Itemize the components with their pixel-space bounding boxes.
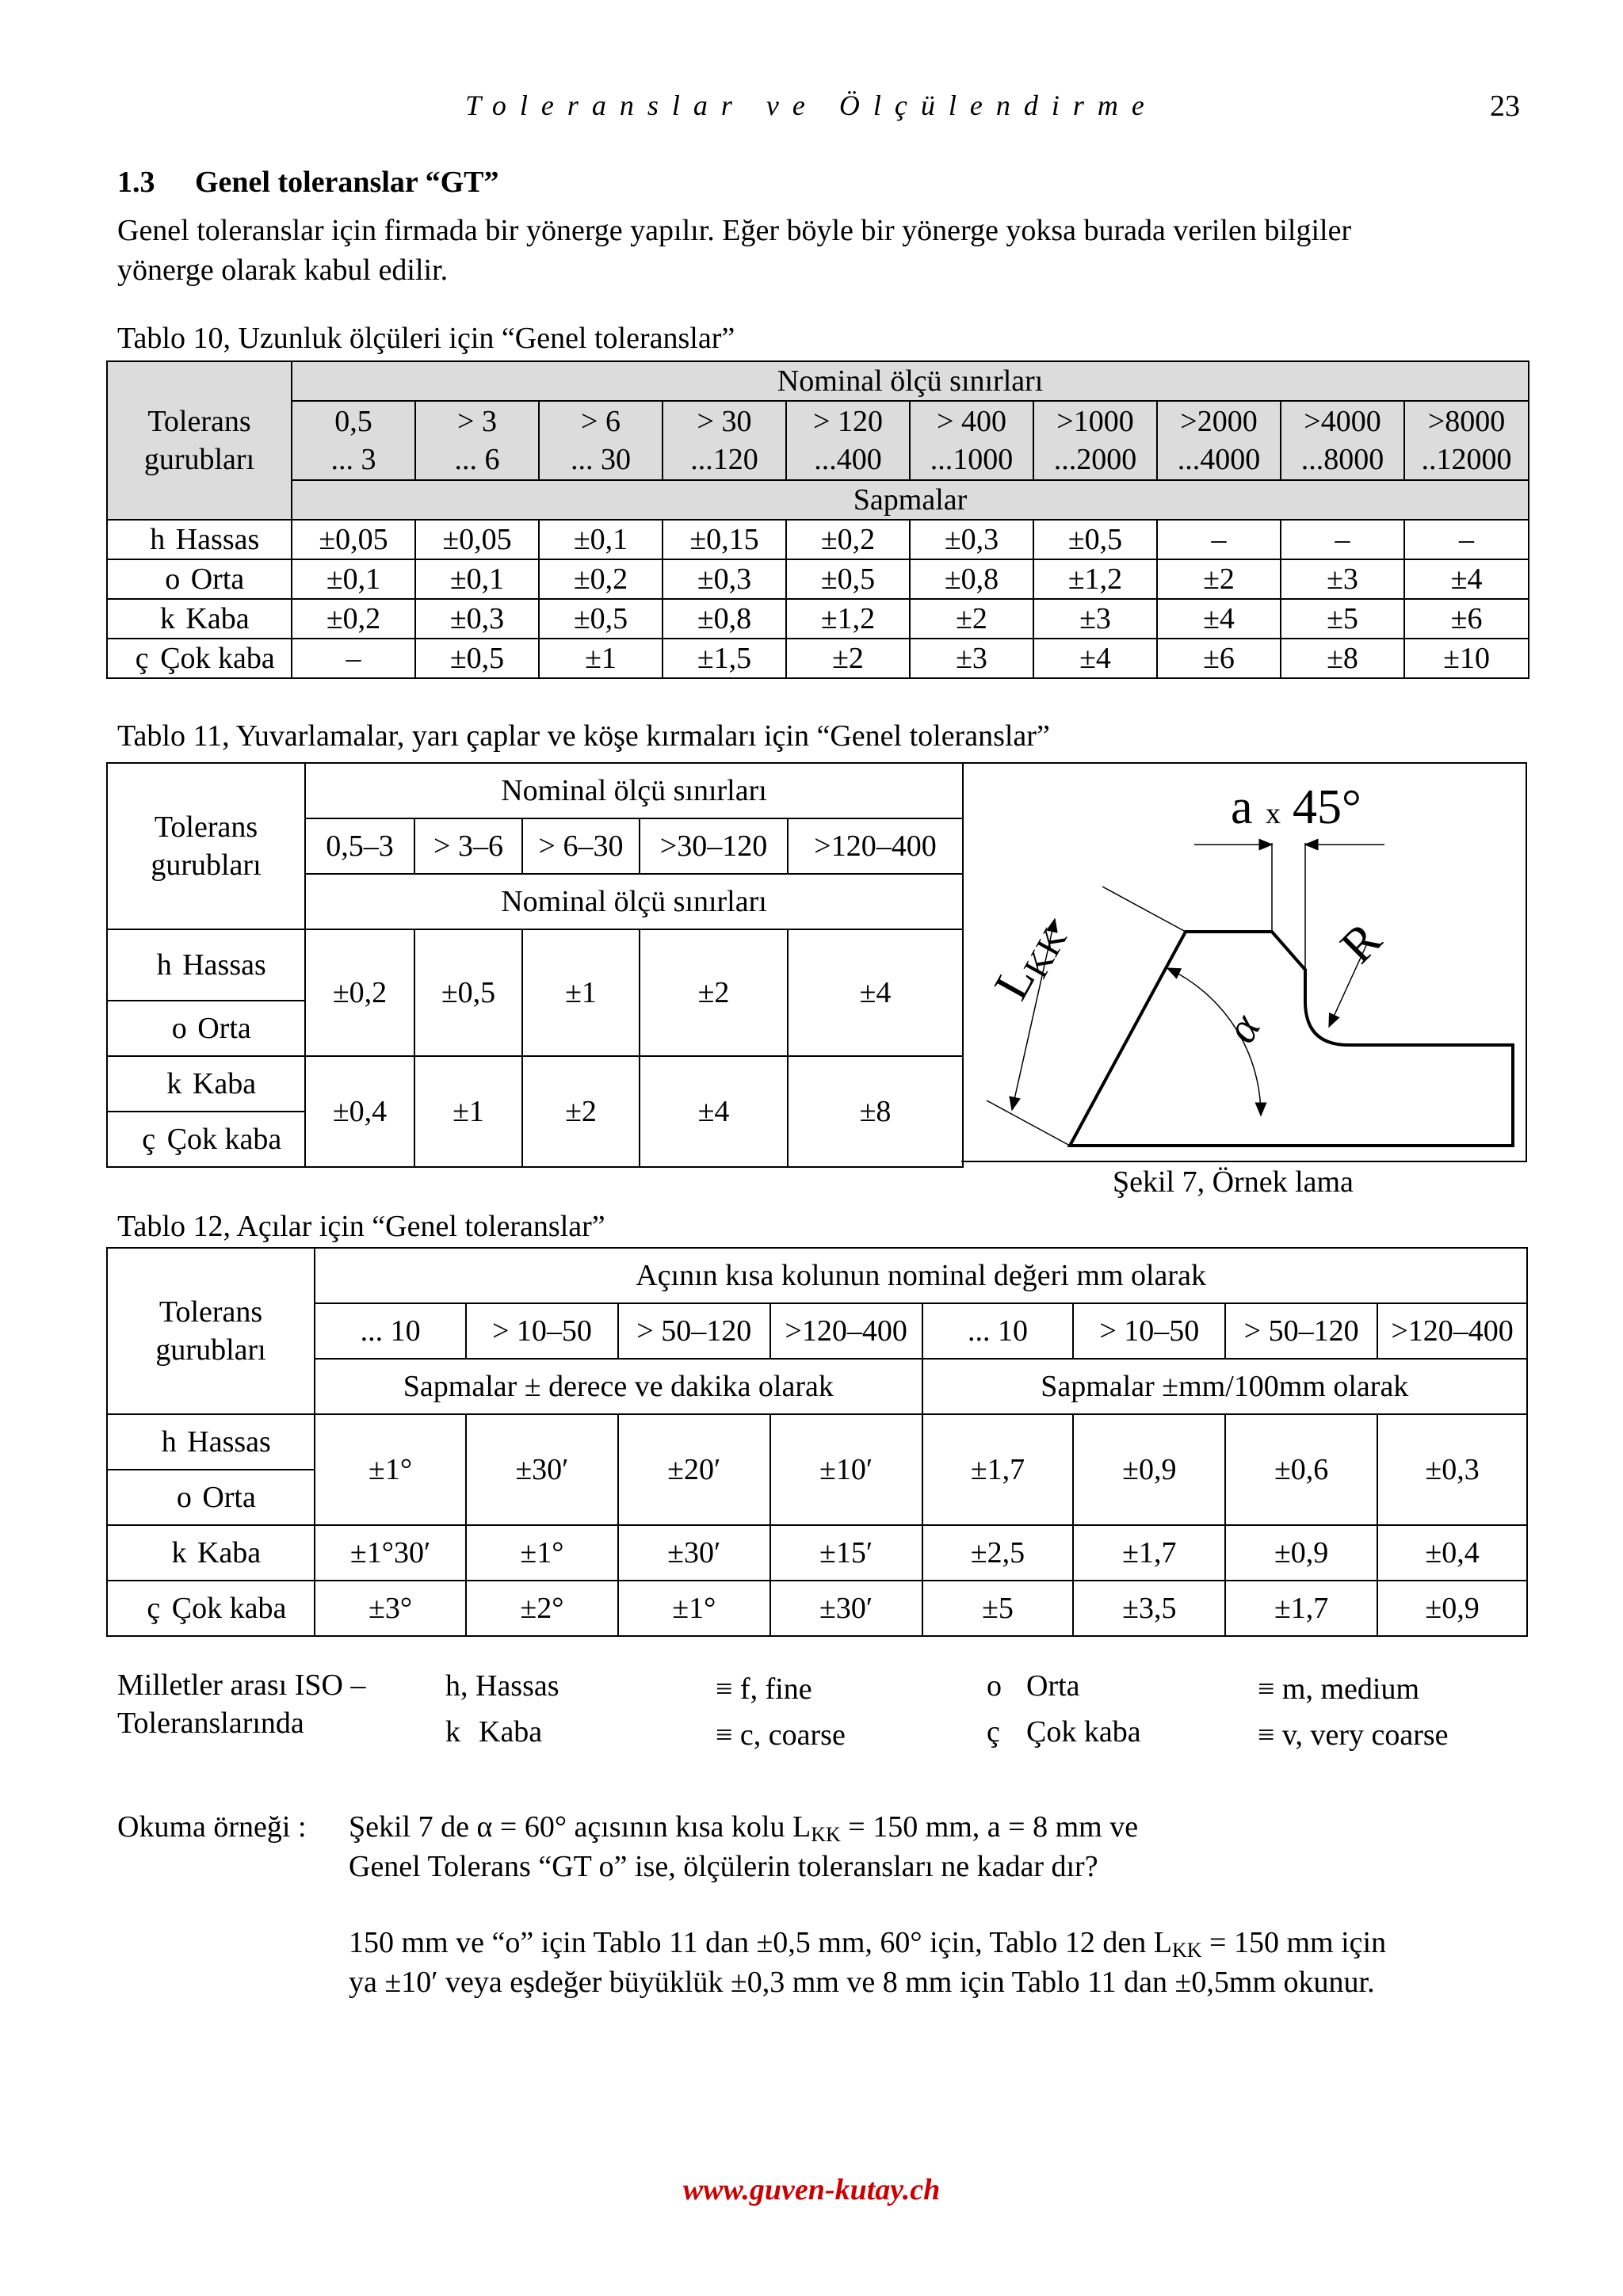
- deviation-cell: –: [292, 639, 415, 678]
- deviation-cell: ±0,2: [305, 929, 414, 1056]
- deviation-cell: –: [1281, 520, 1404, 559]
- tolerance-name: Çok kaba: [171, 1592, 287, 1625]
- deviation-cell: ±0,2: [786, 520, 910, 559]
- range-header: > 50–120: [1225, 1303, 1377, 1359]
- iso-c-name: Çok kaba: [1026, 1715, 1141, 1749]
- figure-label-R: R: [1330, 912, 1392, 974]
- range-header: [1404, 401, 1529, 480]
- tolerance-letter: k: [171, 1536, 187, 1569]
- range-header: [1157, 401, 1281, 480]
- range-header: [539, 401, 663, 480]
- table-row: [107, 639, 1529, 678]
- range-high: ...400: [814, 443, 882, 476]
- deviation-cell: ±30′: [618, 1525, 770, 1581]
- tolerance-letter: k: [166, 1067, 182, 1100]
- deviation-cell: ±0,05: [415, 520, 539, 559]
- lama-outline: [1070, 932, 1513, 1146]
- range-low: >8000: [1427, 405, 1506, 438]
- row-label: [107, 1056, 305, 1112]
- table11-caption: Tablo 11, Yuvarlamalar, yarı çaplar ve köşe kırmaları için “Genel toleranslar”: [117, 719, 1050, 753]
- table12-caption: Tablo 12, Açılar için “Genel toleranslar”: [117, 1210, 605, 1243]
- deviation-cell: ±8: [1281, 639, 1404, 678]
- intro-line: yönerge olarak kabul edilir.: [117, 254, 449, 287]
- range-high: ..12000: [1421, 443, 1512, 476]
- reading-question: [349, 1807, 1537, 1886]
- iso-label: [117, 1666, 365, 1742]
- deviation-cell: –: [1404, 520, 1529, 559]
- deviation-cell: –: [1157, 520, 1281, 559]
- iso-c-eq: ≡ v, very coarse: [1258, 1718, 1449, 1752]
- iso-h: h, Hassas: [445, 1669, 559, 1703]
- iso-o-letter: o: [987, 1669, 1002, 1703]
- group-header-line: gurubları: [151, 849, 262, 882]
- table10-caption: Tablo 10, Uzunluk ölçüleri için “Genel toleranslar”: [117, 322, 735, 355]
- iso-k: [445, 1709, 542, 1755]
- figure-label-L: L: [983, 955, 1046, 1009]
- iso-c: [987, 1709, 1141, 1755]
- deviation-cell: ±30′: [770, 1581, 922, 1636]
- section-title: Genel toleranslar “GT”: [195, 166, 499, 199]
- deviation-cell: ±0,5: [786, 559, 910, 599]
- tolerance-letter: h: [161, 1425, 177, 1459]
- reading-line: Genel Tolerans “GT o” ise, ölçülerin toleransları ne kadar dır?: [349, 1850, 1098, 1883]
- table-row: [107, 599, 1529, 639]
- table10: [106, 360, 1529, 679]
- deviation-cell: ±15′: [770, 1525, 922, 1581]
- deviation-cell: ±1: [414, 1056, 522, 1167]
- deviation-cell: ±4: [1033, 639, 1157, 678]
- deviation-cell: ±0,5: [1033, 520, 1157, 559]
- row-label: [107, 639, 292, 678]
- range-header: >120–400: [1377, 1303, 1527, 1359]
- running-header-title: Toleranslar ve Ölçülendirme: [465, 90, 1158, 121]
- range-high: ... 6: [454, 443, 500, 476]
- table12-sub-header-right: Sapmalar ±mm/100mm olarak: [922, 1359, 1527, 1414]
- range-header: >120–400: [770, 1303, 922, 1359]
- range-header: > 10–50: [466, 1303, 618, 1359]
- deviation-cell: ±0,4: [1377, 1525, 1527, 1581]
- range-header: 0,5–3: [305, 818, 414, 874]
- range-header: [663, 401, 786, 480]
- figure-label-45: 45°: [1293, 780, 1361, 834]
- tolerance-letter: ç: [147, 1592, 161, 1625]
- tolerance-letter: h: [156, 948, 172, 982]
- range-header: [910, 401, 1033, 480]
- tolerance-name: Orta: [190, 563, 245, 596]
- iso-k-eq: ≡ c, coarse: [716, 1718, 846, 1752]
- figure-label-x: x: [1266, 797, 1281, 830]
- tolerance-letter: ç: [142, 1123, 156, 1156]
- tolerance-name: Hassas: [182, 948, 266, 982]
- group-header-line: Tolerans: [154, 810, 258, 844]
- range-header: [292, 401, 415, 480]
- table-row: [107, 1056, 963, 1112]
- figure7: [961, 762, 1527, 1162]
- tolerance-letter: h: [150, 523, 166, 556]
- reading-answer: [349, 1923, 1537, 2002]
- reading-line: 150 mm ve “o” için Tablo 11 dan ±0,5 mm, 60° için, Tablo 12 den $L_{KK} = 150$ mm için: [349, 1926, 1387, 1962]
- range-high: ...120: [690, 443, 758, 476]
- range-high: ...1000: [930, 443, 1014, 476]
- deviation-cell: ±4: [1157, 599, 1281, 639]
- deviation-cell: ±2: [640, 929, 788, 1056]
- range-header: > 10–50: [1073, 1303, 1225, 1359]
- table12: [106, 1247, 1528, 1637]
- figure7-caption: Şekil 7, Örnek lama: [1113, 1165, 1354, 1199]
- range-header: > 3–6: [414, 818, 522, 874]
- deviation-cell: ±0,3: [910, 520, 1033, 559]
- range-header: [1281, 401, 1404, 480]
- tolerance-name: Hassas: [175, 523, 260, 556]
- group-header-line: Tolerans: [158, 1295, 263, 1329]
- deviation-cell: ±4: [1404, 559, 1529, 599]
- deviation-cell: ±1,2: [786, 599, 910, 639]
- range-low: >2000: [1180, 405, 1258, 438]
- deviation-cell: ±0,15: [663, 520, 786, 559]
- deviation-cell: ±1,2: [1033, 559, 1157, 599]
- deviation-cell: ±6: [1157, 639, 1281, 678]
- range-header: [1033, 401, 1157, 480]
- range-low: > 6: [581, 405, 621, 438]
- deviation-cell: ±0,4: [305, 1056, 414, 1167]
- deviation-cell: ±1°: [466, 1525, 618, 1581]
- row-label: [107, 1112, 305, 1167]
- deviation-cell: ±3: [1281, 559, 1404, 599]
- iso-o-eq: ≡ m, medium: [1258, 1672, 1420, 1706]
- range-header: ... 10: [922, 1303, 1074, 1359]
- iso-label-line: Milletler arası ISO –: [117, 1669, 366, 1702]
- deviation-cell: ±6: [1404, 599, 1529, 639]
- deviation-cell: ±0,9: [1377, 1581, 1527, 1636]
- deviation-cell: ±3: [910, 639, 1033, 678]
- footer-website-link[interactable]: www.guven-kutay.ch: [682, 2173, 941, 2206]
- deviation-cell: ±0,05: [292, 520, 415, 559]
- range-header: > 6–30: [522, 818, 640, 874]
- deviation-cell: ±1°: [315, 1414, 466, 1525]
- deviation-cell: ±2: [910, 599, 1033, 639]
- range-high: ...8000: [1300, 443, 1384, 476]
- tolerance-name: Çok kaba: [160, 642, 275, 675]
- table12-top-header: Açının kısa kolunun nominal değeri mm olarak: [315, 1248, 1527, 1303]
- reading-line: Şekil 7 de α = 60° açısının kısa kolu $L_{KK} = 150$ mm, a = 8 mm ve: [349, 1810, 1139, 1846]
- tolerance-letter: k: [159, 602, 175, 635]
- deviation-cell: ±1,5: [663, 639, 786, 678]
- group-header-line: gurubları: [155, 1333, 266, 1367]
- table10-nominal-header: Nominal ölçü sınırları: [292, 361, 1529, 401]
- intro-paragraph: [117, 211, 1528, 290]
- deviation-cell: ±4: [788, 929, 963, 1056]
- deviation-cell: ±1,7: [922, 1414, 1074, 1525]
- iso-k-letter: k: [445, 1715, 460, 1749]
- table12-group-header: [107, 1248, 315, 1414]
- deviation-cell: ±1°: [618, 1581, 770, 1636]
- deviation-cell: ±0,1: [539, 520, 663, 559]
- deviation-cell: ±30′: [466, 1414, 618, 1525]
- deviation-cell: ±5: [922, 1581, 1074, 1636]
- deviation-cell: ±3°: [315, 1581, 466, 1636]
- range-header: ... 10: [315, 1303, 466, 1359]
- range-low: > 3: [457, 405, 497, 438]
- deviation-cell: ±0,8: [910, 559, 1033, 599]
- deviation-cell: ±0,8: [663, 599, 786, 639]
- tolerance-name: Orta: [202, 1481, 256, 1514]
- deviation-cell: ±1: [522, 929, 640, 1056]
- table11-nominal-header: Nominal ölçü sınırları: [305, 763, 963, 818]
- deviation-cell: ±2: [522, 1056, 640, 1167]
- deviation-cell: ±3,5: [1073, 1581, 1225, 1636]
- row-label: [107, 599, 292, 639]
- tolerance-letter: o: [165, 563, 181, 596]
- range-header: [786, 401, 910, 480]
- iso-c-letter: ç: [987, 1715, 1000, 1749]
- deviation-cell: ±1,7: [1073, 1525, 1225, 1581]
- range-low: >4000: [1304, 405, 1381, 438]
- table-row: [107, 1414, 1527, 1470]
- deviation-cell: ±5: [1281, 599, 1404, 639]
- row-label: [107, 1001, 305, 1056]
- iso-o: [987, 1663, 1080, 1709]
- range-header: >120–400: [788, 818, 963, 874]
- deviation-cell: ±3: [1033, 599, 1157, 639]
- range-header: > 50–120: [618, 1303, 770, 1359]
- row-label: [107, 1414, 315, 1470]
- deviation-cell: ±0,3: [415, 599, 539, 639]
- iso-k-name: Kaba: [479, 1715, 543, 1749]
- page-number: 23: [1490, 90, 1520, 123]
- deviation-cell: ±0,2: [539, 559, 663, 599]
- deviation-cell: ±8: [788, 1056, 963, 1167]
- range-high: ... 30: [571, 443, 631, 476]
- table10-deviation-header: Sapmalar: [292, 480, 1529, 520]
- table11-group-header: [107, 763, 305, 929]
- figure-label-alpha: α: [1216, 1006, 1270, 1051]
- table-row: [107, 559, 1529, 599]
- row-label: [107, 1470, 315, 1525]
- deviation-cell: ±0,1: [415, 559, 539, 599]
- group-header-line: Tolerans: [147, 405, 251, 438]
- section-heading: [117, 165, 499, 200]
- tolerance-name: Çok kaba: [166, 1123, 282, 1156]
- deviation-cell: ±2: [786, 639, 910, 678]
- deviation-cell: ±0,3: [663, 559, 786, 599]
- deviation-cell: ±0,9: [1073, 1414, 1225, 1525]
- deviation-cell: ±20′: [618, 1414, 770, 1525]
- table10-group-header: [107, 361, 292, 520]
- table11: [106, 762, 964, 1168]
- deviation-cell: ±0,5: [539, 599, 663, 639]
- intro-line: Genel toleranslar için firmada bir yönerge yapılır. Eğer böyle bir yönerge yoksa burada verilen bilgiler: [117, 214, 1352, 247]
- row-label: [107, 929, 305, 1001]
- row-label: [107, 1525, 315, 1581]
- range-low: > 30: [697, 405, 752, 438]
- iso-label-line: Toleranslarında: [117, 1707, 304, 1740]
- range-header: [415, 401, 539, 480]
- deviation-cell: ±0,1: [292, 559, 415, 599]
- range-high: ... 3: [330, 443, 376, 476]
- range-high: ...4000: [1177, 443, 1261, 476]
- deviation-cell: ±0,9: [1225, 1525, 1377, 1581]
- deviation-cell: ±0,2: [292, 599, 415, 639]
- range-low: > 120: [813, 405, 883, 438]
- deviation-cell: ±0,6: [1225, 1414, 1377, 1525]
- deviation-cell: ±4: [640, 1056, 788, 1167]
- range-low: > 400: [937, 405, 1006, 438]
- deviation-cell: ±0,5: [414, 929, 522, 1056]
- tolerance-letter: o: [176, 1481, 192, 1514]
- deviation-cell: ±2,5: [922, 1525, 1074, 1581]
- deviation-cell: ±1,7: [1225, 1581, 1377, 1636]
- tolerance-name: Kaba: [185, 602, 250, 635]
- table11-second-header: Nominal ölçü sınırları: [305, 874, 963, 929]
- deviation-cell: ±2: [1157, 559, 1281, 599]
- range-low: >1000: [1056, 405, 1134, 438]
- tolerance-name: Kaba: [192, 1067, 257, 1100]
- deviation-cell: ±10′: [770, 1414, 922, 1525]
- deviation-cell: ±10: [1404, 639, 1529, 678]
- row-label: [107, 1581, 315, 1636]
- section-number: 1.3: [117, 166, 155, 199]
- table-row: [107, 929, 963, 1001]
- tolerance-name: Hassas: [187, 1425, 271, 1459]
- iso-h-eq: ≡ f, fine: [716, 1672, 812, 1706]
- table-row: [107, 520, 1529, 559]
- reading-label: Okuma örneği :: [117, 1810, 307, 1844]
- row-label: [107, 520, 292, 559]
- deviation-cell: ±2°: [466, 1581, 618, 1636]
- table-row: [107, 1525, 1527, 1581]
- tolerance-name: Orta: [197, 1012, 251, 1045]
- range-high: ...2000: [1053, 443, 1137, 476]
- row-label: [107, 559, 292, 599]
- iso-o-name: Orta: [1026, 1669, 1080, 1703]
- tolerance-name: Kaba: [197, 1536, 262, 1569]
- figure-label-KK: KK: [1016, 921, 1075, 985]
- table12-sub-header-left: Sapmalar ± derece ve dakika olarak: [315, 1359, 922, 1414]
- table-row: [107, 1581, 1527, 1636]
- deviation-cell: ±0,5: [415, 639, 539, 678]
- deviation-cell: ±1°30′: [315, 1525, 466, 1581]
- group-header-line: gurubları: [143, 443, 255, 476]
- tolerance-letter: ç: [135, 642, 149, 675]
- reading-line: ya ±10′ veya eşdeğer büyüklük ±0,3 mm ve 8 mm için Tablo 11 dan ±0,5mm okunur.: [349, 1966, 1375, 1999]
- deviation-cell: ±1: [539, 639, 663, 678]
- range-low: 0,5: [334, 405, 372, 438]
- figure-label-a: a: [1231, 780, 1253, 834]
- tolerance-letter: o: [171, 1012, 187, 1045]
- deviation-cell: ±0,3: [1377, 1414, 1527, 1525]
- range-header: >30–120: [640, 818, 788, 874]
